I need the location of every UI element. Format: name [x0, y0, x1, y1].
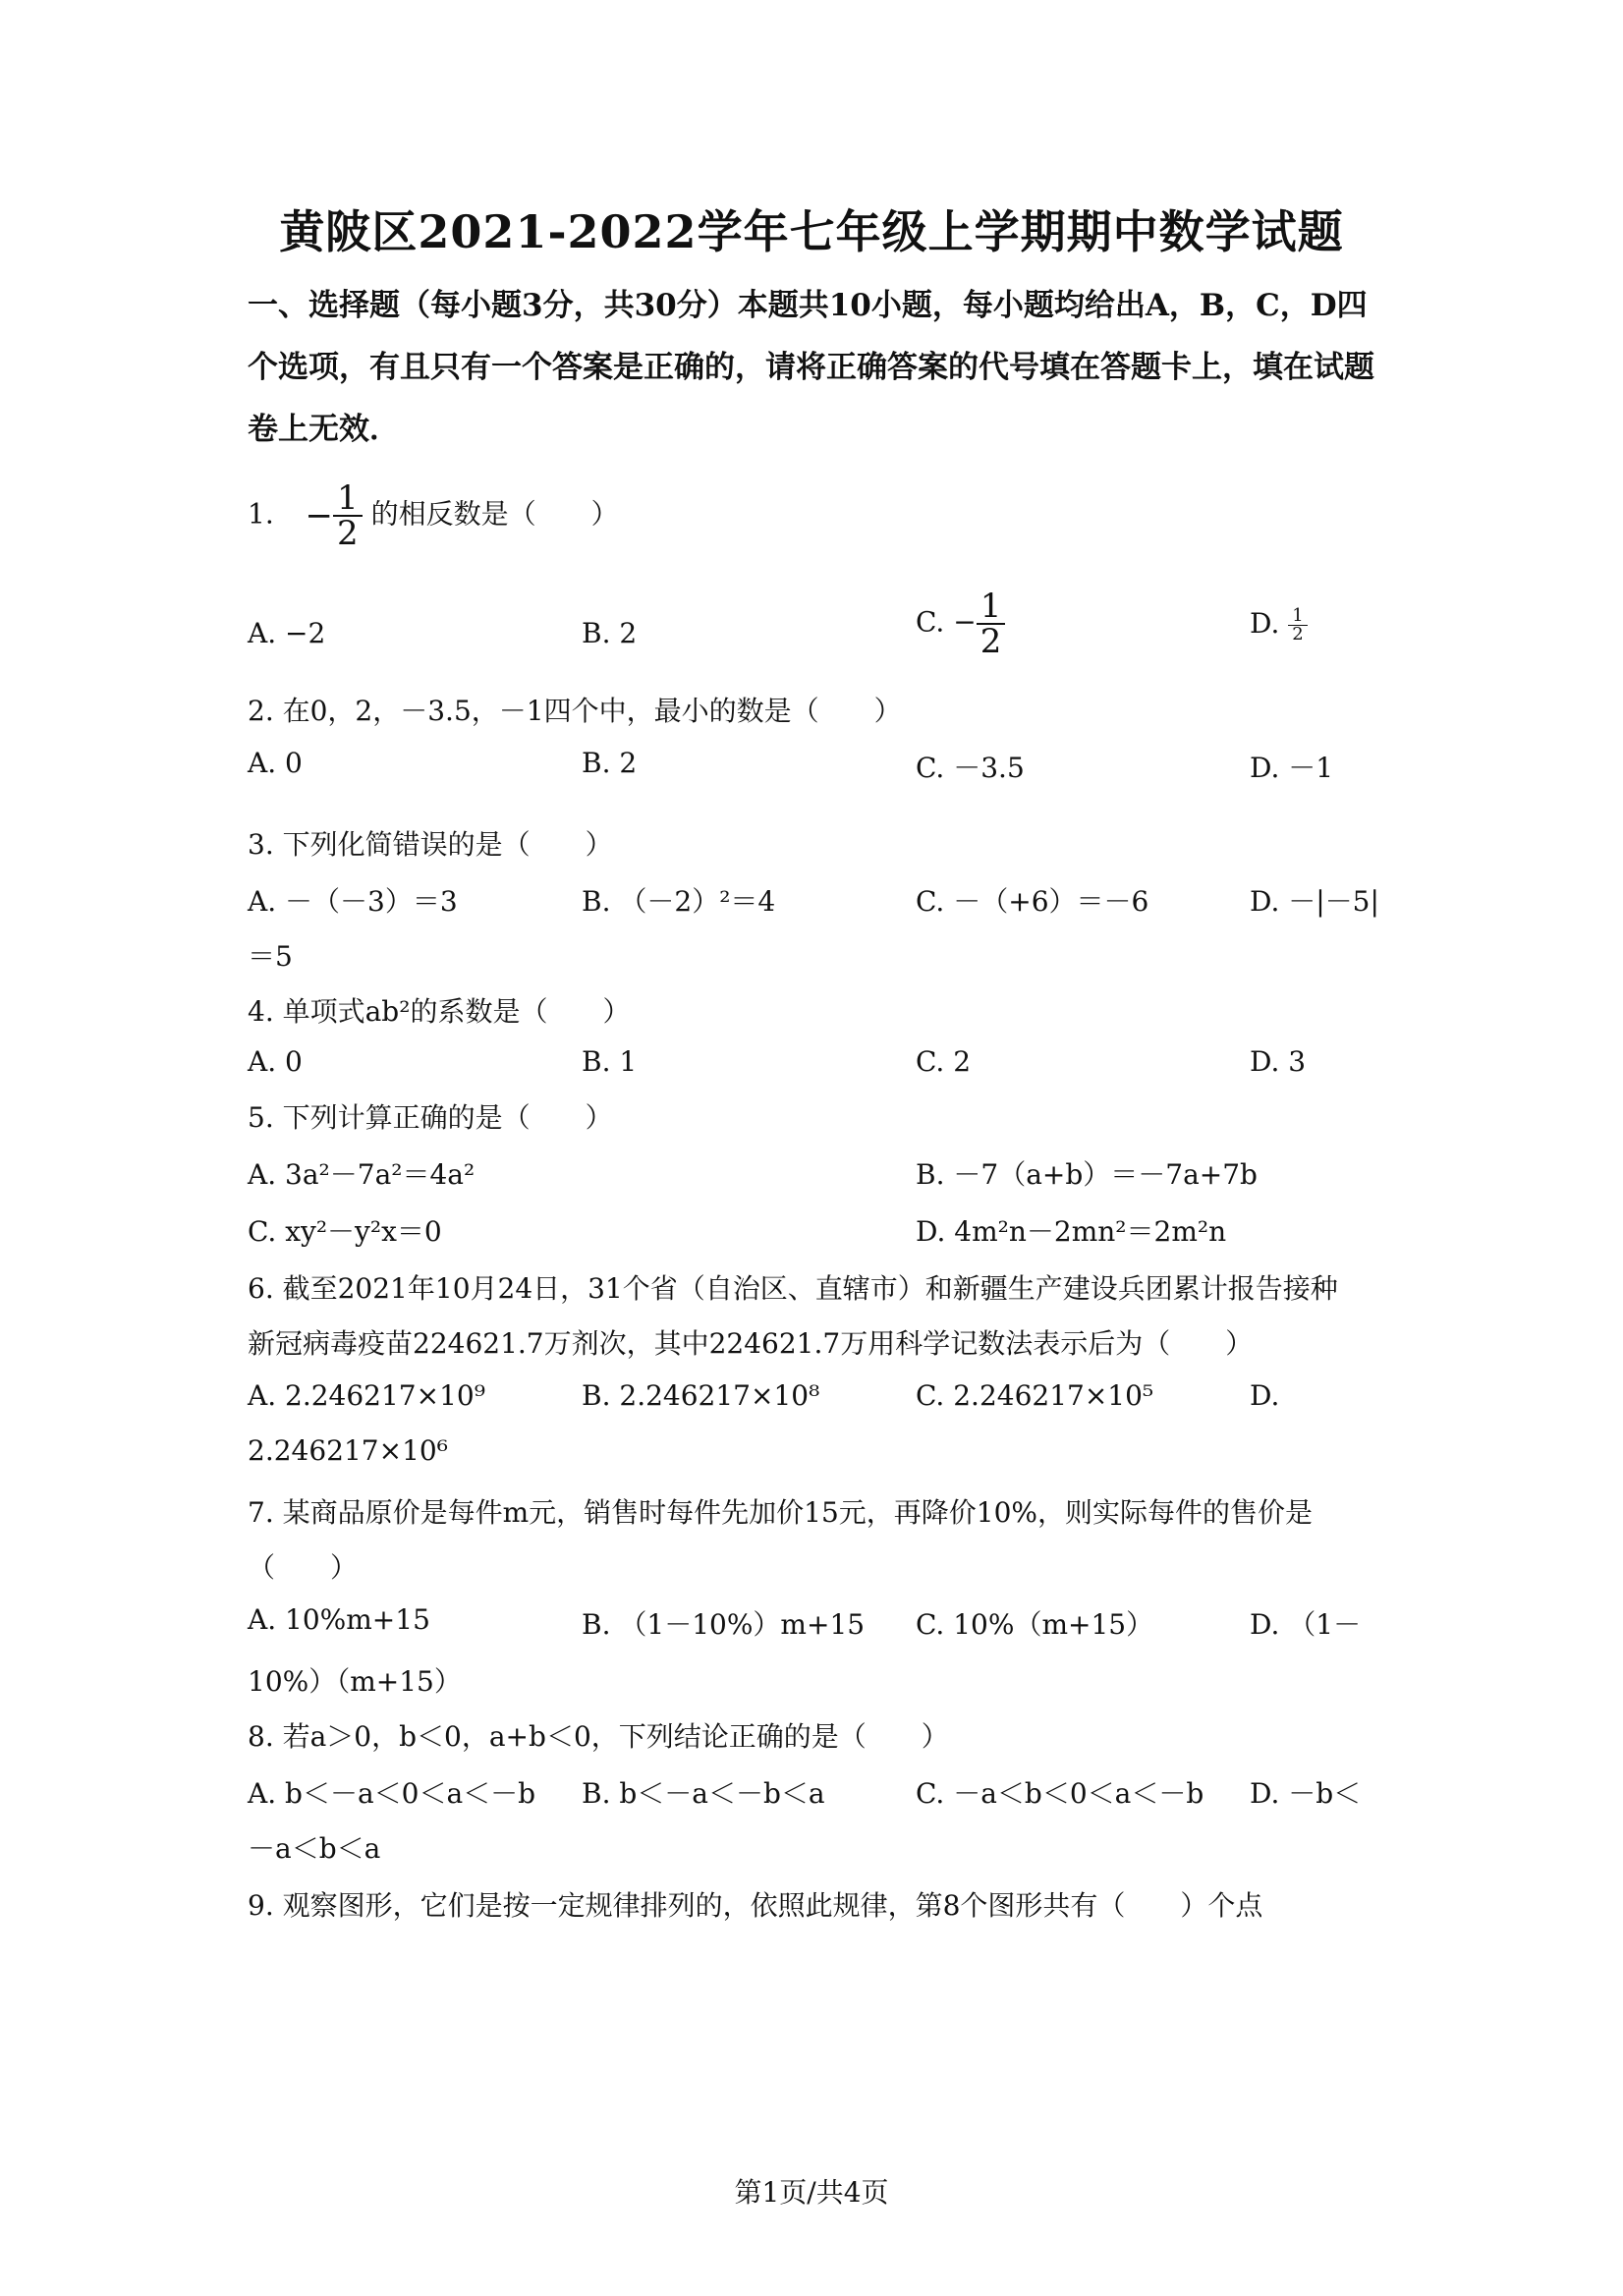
- question-4-stem: 4. 单项式ab²的系数是（ ）: [248, 995, 631, 1028]
- question-8-option-b: B. b＜－a＜－b＜a: [582, 1777, 825, 1810]
- question-1-minus-sign: −: [305, 496, 334, 535]
- question-3-option-a: A. －（－3）＝3: [248, 885, 458, 918]
- question-8-option-d: D. －b＜: [1250, 1777, 1362, 1810]
- question-7-option-c: C. 10%（m+15）: [916, 1608, 1154, 1641]
- question-7-option-d-continued: 10%）（m+15）: [248, 1665, 462, 1698]
- question-8-option-c: C. －a＜b＜0＜a＜－b: [916, 1777, 1204, 1810]
- question-5-option-b: B. －7（a+b）＝－7a+7b: [916, 1158, 1258, 1191]
- option-c-fraction: [977, 587, 1006, 661]
- fraction-denominator: 2: [979, 622, 1002, 661]
- question-4-option-d: D. 3: [1250, 1045, 1307, 1078]
- question-3-option-d: D. －|－5|: [1250, 885, 1379, 918]
- question-2-option-c: C. －3.5: [916, 752, 1025, 784]
- question-4-option-b: B. 1: [582, 1045, 638, 1078]
- question-1-fraction: [333, 478, 363, 553]
- fraction-denominator: 2: [337, 514, 359, 553]
- question-1-number: 1.: [248, 497, 274, 531]
- question-2-option-d: D. －1: [1250, 752, 1334, 784]
- fraction-numerator: 1: [1288, 607, 1307, 626]
- question-1-option-d: [1250, 607, 1308, 644]
- fraction-numerator: 1: [333, 481, 363, 517]
- question-2-option-a: A. 0: [248, 747, 303, 779]
- fraction-numerator: 1: [977, 589, 1006, 625]
- exam-title: 黄陂区2021-2022学年七年级上学期期中数学试题: [279, 205, 1344, 258]
- question-7-option-a: A. 10%m+15: [248, 1603, 430, 1636]
- question-8-stem: 8. 若a＞0，b＜0，a+b＜0，下列结论正确的是（ ）: [248, 1720, 949, 1753]
- question-6-stem-line-1: 6. 截至2021年10月24日，31个省（自治区、直辖市）和新疆生产建设兵团累计报告接种: [248, 1272, 1338, 1305]
- question-5-option-a: A. 3a²－7a²＝4a²: [248, 1158, 476, 1191]
- question-4-option-c: C. 2: [916, 1045, 972, 1078]
- question-1-text: 的相反数是（ ）: [370, 497, 619, 531]
- question-6-option-a: A. 2.246217×10⁹: [248, 1379, 485, 1412]
- question-3-option-c: C. －（+6）＝－6: [916, 885, 1149, 918]
- question-8-option-d-continued: －a＜b＜a: [248, 1832, 381, 1865]
- question-7-option-d: D. （1－: [1250, 1608, 1362, 1641]
- question-2-stem: 2. 在0，2，－3.5，－1四个中，最小的数是（ ）: [248, 695, 902, 727]
- question-3-stem: 3. 下列化简错误的是（ ）: [248, 828, 613, 861]
- question-6-option-c: C. 2.246217×10⁵: [916, 1379, 1154, 1412]
- question-1-option-c: [916, 587, 1005, 661]
- question-4-option-a: A. 0: [248, 1045, 303, 1078]
- option-d-fraction: [1288, 607, 1307, 644]
- question-7-stem-line-1: 7. 某商品原价是每件m元，销售时每件先加价15元，再降价10%，则实际每件的售价是: [248, 1496, 1314, 1529]
- question-1-option-a: A. −2: [248, 617, 326, 649]
- option-d-prefix: D.: [1250, 607, 1280, 640]
- section-instructions: 一、选择题（每小题3分，共30分）本题共10小题，每小题均给出A，B，C，D四个选项，有且只有一个答案是正确的，请将正确答案的代号填在答题卡上，填在试题卷上无效．: [248, 288, 1374, 447]
- question-5-option-d: D. 4m²n－2mn²＝2m²n: [916, 1215, 1227, 1248]
- question-1-option-b: B. 2: [582, 617, 638, 649]
- question-7-stem-line-2: （ ）: [248, 1551, 359, 1584]
- fraction-denominator: 2: [1292, 624, 1304, 644]
- option-c-prefix: C. −: [916, 605, 977, 639]
- question-6-option-d: D.: [1250, 1379, 1280, 1412]
- question-6-option-b: B. 2.246217×10⁸: [582, 1379, 820, 1412]
- question-8-option-a: A. b＜－a＜0＜a＜－b: [248, 1777, 536, 1810]
- question-5-option-c: C. xy²－y²x＝0: [248, 1215, 442, 1248]
- question-9-stem: 9. 观察图形，它们是按一定规律排列的，依照此规律，第8个图形共有（ ）个点: [248, 1889, 1263, 1922]
- question-6-stem-line-2: 新冠病毒疫苗224621.7万剂次，其中224621.7万用科学记数法表示后为（ ）: [248, 1327, 1254, 1360]
- question-6-option-d-continued: 2.246217×10⁶: [248, 1434, 448, 1467]
- question-1-stem: [248, 478, 619, 553]
- page-number-footer: 第1页/共4页: [734, 2176, 889, 2209]
- question-7-option-b: B. （1－10%）m+15: [582, 1608, 866, 1641]
- question-3-option-d-continued: ＝5: [248, 940, 293, 973]
- question-2-option-b: B. 2: [582, 747, 638, 779]
- question-5-stem: 5. 下列计算正确的是（ ）: [248, 1101, 613, 1134]
- question-3-option-b: B. （－2）²＝4: [582, 885, 776, 918]
